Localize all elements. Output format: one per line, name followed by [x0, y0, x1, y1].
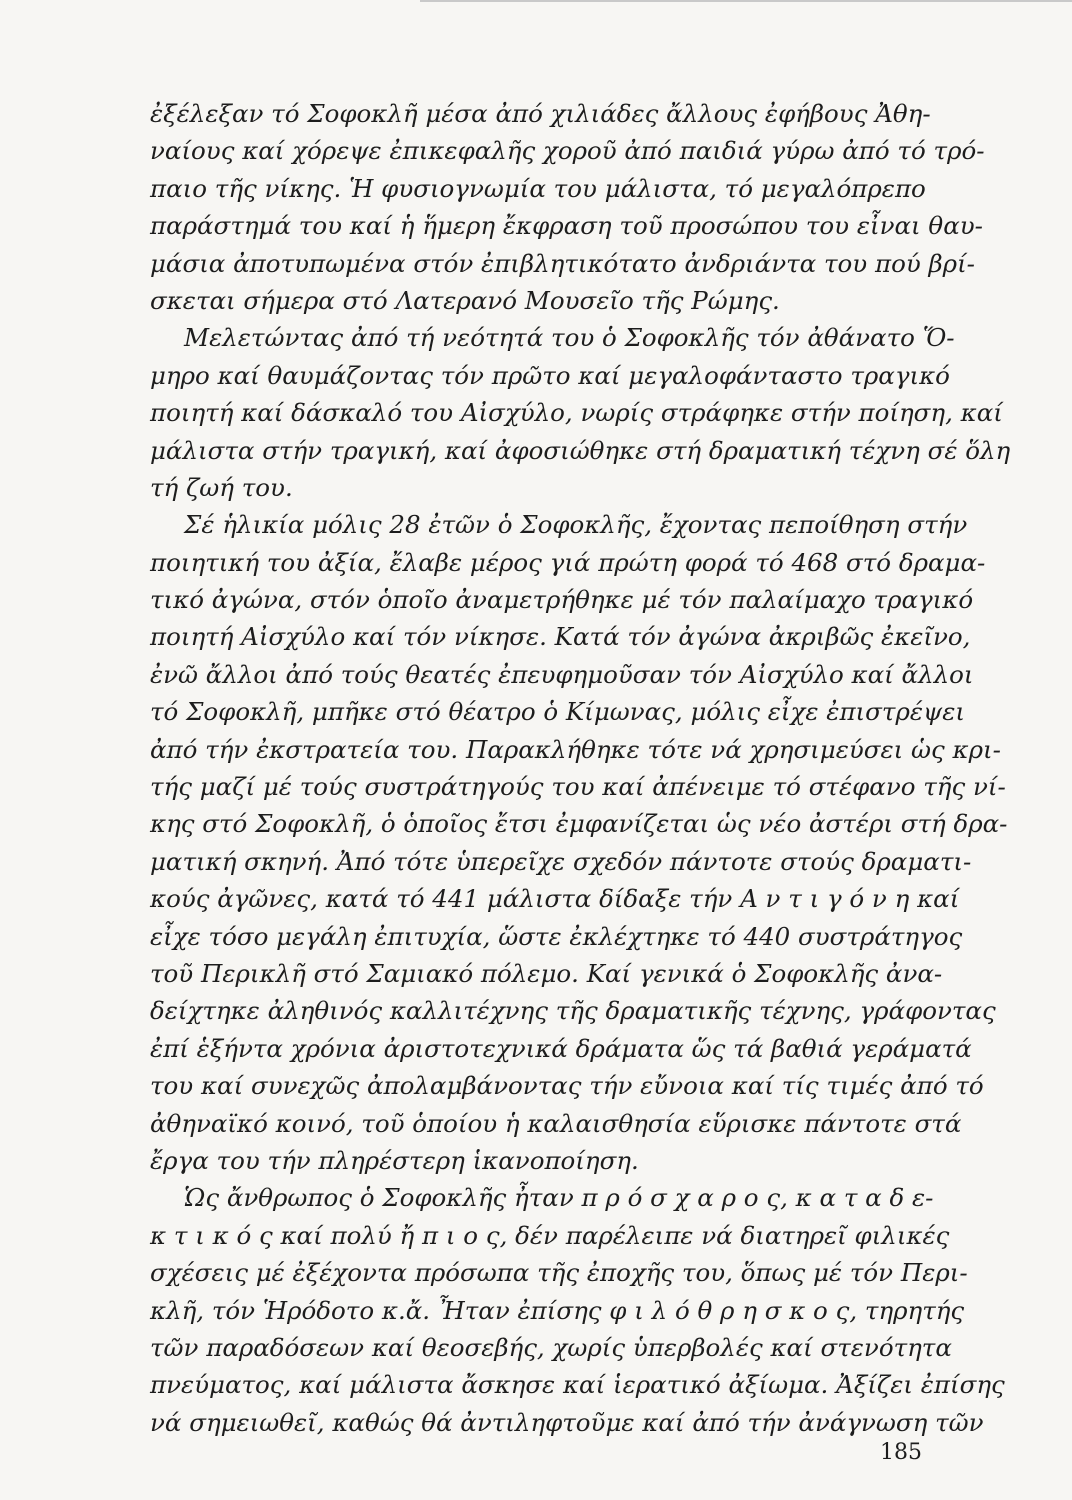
text-line: ναίους καί χόρεψε ἐπικεφαλῆς χοροῦ ἀπό παιδιά γύρω ἀπό τό τρό-	[150, 136, 985, 166]
body-text	[150, 95, 1011, 1441]
text-line: πνεύματος, καί μάλιστα ἄσκησε καί ἱερατικό ἀξίωμα. Ἀξίζει ἐπίσης	[150, 1370, 1005, 1400]
text-line: τής μαζί μέ τούς συστράτηγούς του καί ἀπένειμε τό στέφανο τῆς νί-	[150, 772, 1006, 802]
text-line: ποιητή καί δάσκαλό του Αἰσχύλο, νωρίς στράφηκε στήν ποίηση, καί	[150, 398, 1003, 428]
text-line: δείχτηκε ἀληθινός καλλιτέχνης τῆς δραματικῆς τέχνης, γράφοντας	[150, 996, 996, 1026]
text-line: τοῦ Περικλῆ στό Σαμιακό πόλεμο. Καί γενικά ὁ Σοφοκλῆς ἀνα-	[150, 958, 943, 988]
text-line: μάλιστα στήν τραγική, καί ἀφοσιώθηκε στή δραματική τέχνη σέ ὅλη	[150, 435, 1011, 465]
text-line: τό Σοφοκλῆ, μπῆκε στό θέατρο ὁ Κίμωνας, μόλις εἶχε ἐπιστρέψει	[150, 697, 965, 727]
text-line: τῶν παραδόσεων καί θεοσεβής, χωρίς ὑπερβολές καί στενότητα	[150, 1332, 952, 1362]
text-line: ἐξέλεξαν τό Σοφοκλῆ μέσα ἀπό χιλιάδες ἄλλους ἐφήβους Ἀθη-	[150, 99, 931, 128]
text-line: παράστημά του καί ἡ ἥμερη ἔκφραση τοῦ προσώπου του εἶναι θαυ-	[150, 211, 983, 241]
text-line: ποιητική του ἀξία, ἔλαβε μέρος γιά πρώτη φορά τό 468 στό δραμα-	[150, 547, 986, 577]
text-line: του καί συνεχῶς ἀπολαμβάνοντας τήν εὔνοια καί τίς τιμές ἀπό τό	[150, 1071, 984, 1101]
text-line: εἶχε τόσο μεγάλη ἐπιτυχία, ὥστε ἐκλέχτηκε τό 440 συστράτηγος	[150, 921, 963, 951]
text-line: τή ζωή του.	[150, 472, 293, 502]
page-number: 185	[880, 1440, 922, 1465]
text-line: τικό ἀγώνα, στόν ὁποῖο ἀναμετρήθηκε μέ τόν παλαίμαχο τραγικό	[150, 585, 974, 615]
text-line: Ὡς ἄνθρωπος ὁ Σοφοκλῆς ἦταν π ρ ό σ χ α ρ ο ς, κ α τ α δ ε-	[184, 1183, 934, 1213]
text-line: ἀπό τήν ἐκστρατεία του. Παρακλήθηκε τότε νά χρησιμεύσει ὡς κρι-	[150, 734, 1001, 764]
text-line: σχέσεις μέ ἐξέχοντα πρόσωπα τῆς ἐποχῆς του, ὅπως μέ τόν Περι-	[150, 1258, 968, 1288]
text-line: Σέ ἡλικία μόλις 28 ἐτῶν ὁ Σοφοκλῆς, ἔχοντας πεποίθηση στήν	[184, 510, 968, 540]
text-line: σκεται σήμερα στό Λατερανό Μουσεῖο τῆς Ρώμης.	[150, 285, 780, 315]
text-line: ἀθηναϊκό κοινό, τοῦ ὁποίου ἡ καλαισθησία εὕρισκε πάντοτε στά	[150, 1108, 962, 1138]
text-line: ἔργα του τήν πληρέστερη ἱκανοποίηση.	[150, 1145, 639, 1175]
text-line: μάσια ἀποτυπωμένα στόν ἐπιβλητικότατο ἀνδριάντα του πού βρί-	[150, 248, 975, 278]
text-line: Μελετώντας ἀπό τή νεότητά του ὁ Σοφοκλῆς τόν ἀθάνατο Ὅ-	[184, 323, 955, 353]
text-line: ἐπί ἑξήντα χρόνια ἀριστοτεχνικά δράματα ὥς τά βαθιά γεράματά	[150, 1033, 972, 1063]
text-line: μηρο καί θαυμάζοντας τόν πρῶτο καί μεγαλοφάνταστο τραγικό	[150, 360, 950, 390]
top-edge-line	[420, 0, 1072, 2]
text-line: ἐνῶ ἄλλοι ἀπό τούς θεατές ἐπευφημοῦσαν τόν Αἰσχύλο καί ἄλλοι	[150, 659, 974, 689]
text-line: παιο τῆς νίκης. Ἡ φυσιογνωμία του μάλιστα, τό μεγαλόπρεπο	[150, 173, 926, 203]
text-line: ποιητή Αἰσχύλο καί τόν νίκησε. Κατά τόν ἀγώνα ἀκριβῶς ἐκεῖνο,	[150, 622, 971, 652]
text-line: νά σημειωθεῖ, καθώς θά ἀντιληφτοῦμε καί ἀπό τήν ἀνάγνωση τῶν	[150, 1407, 984, 1437]
text-line: ματική σκηνή. Ἀπό τότε ὑπερεῖχε σχεδόν πάντοτε στούς δραματι-	[150, 846, 972, 876]
text-line: κλῆ, τόν Ἡρόδοτο κ.ἄ. Ἦταν ἐπίσης φ ι λ ό θ ρ η σ κ ο ς, τηρητής	[150, 1295, 965, 1325]
text-line: κης στό Σοφοκλῆ, ὁ ὁποῖος ἔτσι ἐμφανίζεται ὡς νέο ἀστέρι στή δρα-	[150, 809, 1008, 839]
text-line: κ τ ι κ ό ς καί πολύ ἤ π ι ο ς, δέν παρέλειπε νά διατηρεῖ φιλικές	[150, 1220, 950, 1250]
text-line: κούς ἀγῶνες, κατά τό 441 μάλιστα δίδαξε τήν Α ν τ ι γ ό ν η καί	[150, 884, 960, 914]
